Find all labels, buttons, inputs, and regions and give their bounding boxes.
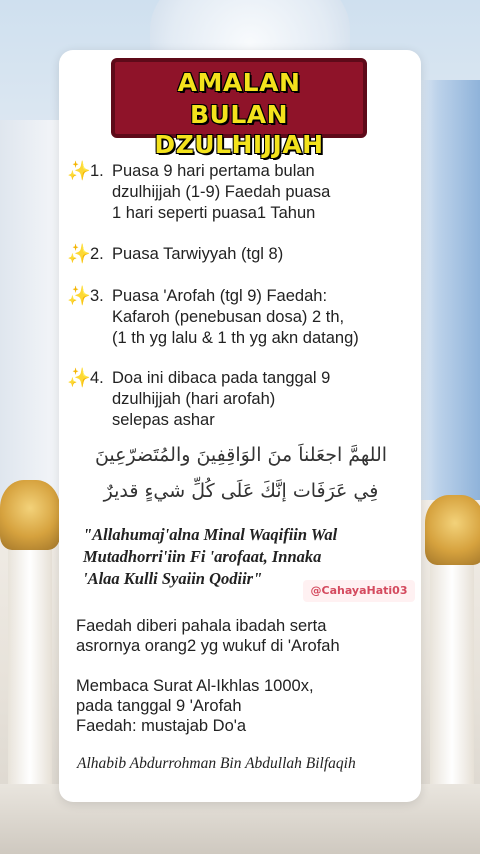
item-number: 4.	[90, 369, 104, 387]
item-number: 3.	[90, 287, 104, 305]
author-signature: Alhabib Abdurrohman Bin Abdullah Bilfaqih	[77, 755, 356, 772]
note-paragraph: Faedah diberi pahala ibadah serta asrornya orang2 yg wukuf di 'Arofah	[76, 617, 340, 655]
sparkles-icon: ✨	[67, 161, 91, 182]
list-item	[67, 286, 417, 352]
title-line-1: AMALAN	[177, 68, 301, 97]
arch-left-background	[0, 120, 60, 520]
list-item	[67, 368, 417, 434]
item-text: Puasa 'Arofah (tgl 9) Faedah: Kafaroh (penebusan dosa) 2 th, (1 th yg lalu & 1 th yg akn datang)	[112, 287, 359, 347]
item-number: 1.	[90, 162, 104, 180]
title-line-2: BULAN DZULHIJJAH	[154, 100, 324, 159]
title-banner	[111, 58, 367, 159]
list-item	[67, 244, 417, 266]
sparkles-icon: ✨	[67, 244, 91, 265]
dua-latin: "Allahumaj'alna Minal Waqifiin Wal Mutadhorri'iin Fi 'arofaat, Innaka 'Alaa Kulli Syaiin Qodiir"	[83, 525, 338, 588]
item-text: Puasa 9 hari pertama bulan dzulhijjah (1-9) Faedah puasa 1 hari seperti puasa1 Tahun	[112, 162, 331, 222]
item-text: Puasa Tarwiyyah (tgl 8)	[112, 245, 284, 263]
list-item	[67, 161, 417, 227]
note-paragraph: Membaca Surat Al-Ikhlas 1000x, pada tanggal 9 'Arofah Faedah: mustajab Do'a	[76, 677, 314, 735]
item-text: Doa ini dibaca pada tanggal 9 dzulhijjah (hari arofah) selepas ashar	[112, 369, 331, 429]
item-number: 2.	[90, 245, 104, 263]
sparkles-icon: ✨	[67, 286, 91, 307]
gold-capital-left	[0, 480, 60, 550]
column-right	[430, 560, 474, 790]
content-card	[59, 50, 421, 802]
sparkles-icon: ✨	[67, 368, 91, 389]
column-left	[8, 540, 52, 790]
dua-arabic-line-1: اللهمَّ اجعَلناَ منَ الوَاقِفِينَ والمُتَضرّعِينَ	[94, 444, 388, 466]
dua-arabic-line-2: فِي عَرَفَات إنَّكَ عَلَى كُلِّ شيءٍ قديرٌ	[103, 480, 379, 502]
watermark-badge: @CahayaHati03	[303, 580, 415, 602]
gold-capital-right	[425, 495, 480, 565]
